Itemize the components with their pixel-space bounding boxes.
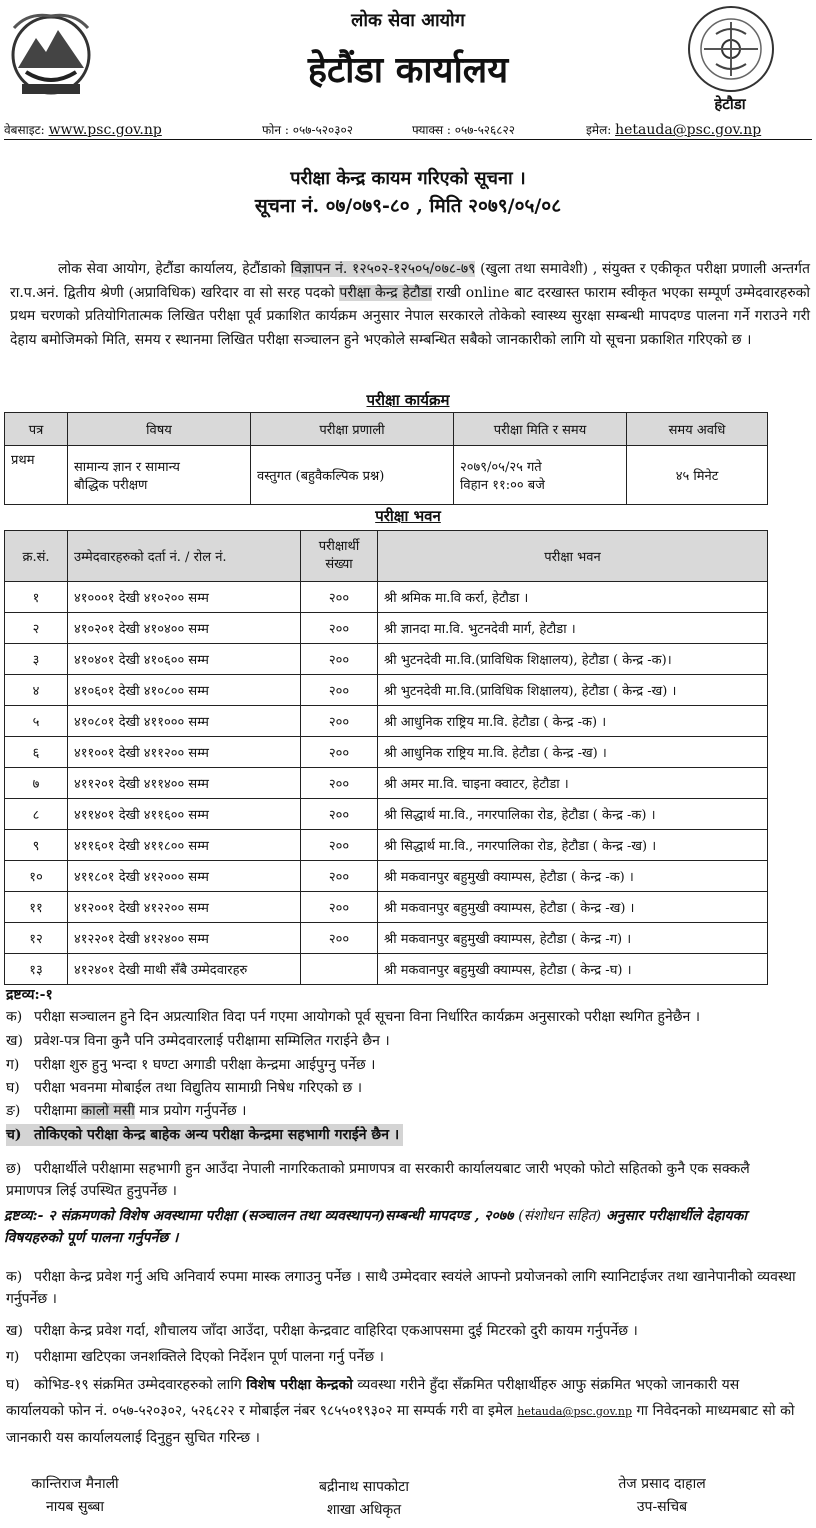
venue-cell: श्री श्रमिक मा.वि कर्रा, हेटौडा । — [378, 582, 768, 613]
note-label: ख) — [6, 1323, 23, 1339]
date-cell — [454, 446, 627, 505]
website-label: वेबसाइट: — [4, 123, 45, 137]
note-item — [6, 1346, 796, 1368]
time-line: विहान ११:०० बजे — [460, 478, 545, 493]
column-header: समय अवधि — [627, 413, 768, 446]
serial-cell: १३ — [5, 954, 68, 985]
column-header — [301, 531, 378, 582]
count-cell: २०० — [301, 706, 378, 737]
phone-number: ०५७-५२०३०२ — [292, 123, 353, 137]
table-row — [5, 675, 768, 706]
serial-cell: २ — [5, 613, 68, 644]
serial-cell: ७ — [5, 768, 68, 799]
serial-cell: १० — [5, 861, 68, 892]
count-cell: २०० — [301, 675, 378, 706]
note-item — [6, 1077, 796, 1099]
note-item — [6, 1266, 796, 1310]
signatory-name: तेज प्रसाद दाहाल — [618, 1476, 706, 1492]
note-text: परीक्षा शुरु हुनु भन्दा १ घण्टा अगाडी परीक्षा केन्द्रमा आईपुग्नु पर्नेछ । — [34, 1057, 376, 1073]
venues-title: परीक्षा भवन — [375, 507, 441, 525]
roll-range-cell: ४११२०१ देखी ४११४०० सम्म — [68, 768, 301, 799]
notice-reference: सूचना नं. ०७/०७९-८० , मिति २०७९/०५/०८ — [254, 195, 562, 217]
serial-cell: ९ — [5, 830, 68, 861]
column-header: परीक्षा मिति र समय — [454, 413, 627, 446]
count-cell: २०० — [301, 861, 378, 892]
venue-cell: श्री सिद्धार्थ मा.वि., नगरपालिका रोड, हेटौडा ( केन्द्र -ख) । — [378, 830, 768, 861]
note-text: व्यवस्था गरीने हुँदा सँक्रमित परीक्षार्थीहरु आफु संक्रमित भएको जानकारी यस कार्यालयको फोन नं. ०५७-५२०३०२, ५२६८२२ र मोबाईल नंबर ९८५५०१९३०२ मा सम्पर्क गरी वा इमेल — [6, 1377, 740, 1419]
intro-text: राखी online बाट दरखास्त फाराम स्वीकृत भएका सम्पूर्ण उम्मेदवारहरुको प्रथम चरणको प्रतियोगितात्मक लिखित परीक्षा पूर्व प्रकाशित कार्यक्रम अनुसार नेपाल सरकारले तोकेको स्वास्थ्य सुरक्षा सम्बन्धी मापदण्ड पालना गर्ने गराउने गरी देहाय बमोजिमको मिति, समय र स्थानमा लिखित परीक्षा सञ्चालन हुने भएकोले सम्बन्धित सबैको जानकारीको लागि यो सूचना प्रकाशित गरिएको छ । — [10, 284, 810, 348]
table-row — [5, 446, 768, 505]
table-row — [5, 768, 768, 799]
serial-cell: ११ — [5, 892, 68, 923]
note-item — [6, 1320, 796, 1342]
intro-text: (खुला तथा समावेशी) , संयुक्त र एकीकृत परीक्षा प्रणाली अन्तर्गत रा.प.अनं. द्वितीय श्रेणी (अप्राविधिक) खरिदार वा सो सरह पदको — [10, 261, 811, 301]
venue-cell: श्री मकवानपुर बहुमुखी क्याम्पस, हेटौडा ( केन्द्र -क) । — [378, 861, 768, 892]
office-name: हेटौंडा कार्यालय — [307, 49, 509, 91]
paper-cell: प्रथम — [5, 446, 68, 505]
signatory-name: कान्तिराज मैनाली — [31, 1476, 119, 1492]
signature-block — [264, 1477, 464, 1519]
count-cell: २०० — [301, 737, 378, 768]
note-label: ङ) — [6, 1103, 21, 1119]
count-cell: २०० — [301, 892, 378, 923]
note-label: घ) — [6, 1080, 20, 1096]
phone-label: फोन : — [262, 123, 289, 137]
roll-range-cell: ४१२२०१ देखी ४१२४०० सम्म — [68, 923, 301, 954]
note-label: छ) — [6, 1161, 22, 1177]
table-header-row — [5, 531, 768, 582]
system-cell: वस्तुगत (बहुवैकल्पिक प्रश्न) — [251, 446, 454, 505]
note-text: गा निवेदनको माध्यमबाट सो को जानकारी यस कार्यालयलाई दिनुहुन सुचित गरिन्छ । — [6, 1403, 795, 1446]
schedule-title: परीक्षा कार्यक्रम — [366, 391, 450, 409]
note-item — [6, 1124, 436, 1146]
email-link[interactable]: hetauda@psc.gov.np — [615, 122, 762, 138]
table-row — [5, 613, 768, 644]
note-text: परीक्षा सञ्चालन हुने दिन अप्रत्याशित विदा पर्न गएमा आयोगको पूर्व सूचना विना निर्धारित कार्यक्रम अनुसारको परीक्षा स्थगित हुनेछैन । — [34, 1009, 701, 1025]
header-divider — [4, 139, 812, 140]
fax-info — [412, 121, 515, 138]
venue-cell: श्री सिद्धार्थ मा.वि., नगरपालिका रोड, हेटौडा ( केन्द्र -क) । — [378, 799, 768, 830]
note-item — [6, 1100, 796, 1122]
phone-info — [262, 121, 353, 138]
psc-logo-icon — [686, 4, 776, 94]
column-header: परीक्षा प्रणाली — [251, 413, 454, 446]
count-cell: २०० — [301, 582, 378, 613]
table-row — [5, 892, 768, 923]
signatory-title: शाखा अधिकृत — [326, 1502, 402, 1518]
signature-block — [0, 1474, 175, 1516]
serial-cell: १२ — [5, 923, 68, 954]
venue-cell: श्री ज्ञानदा मा.वि. भुटनदेवी मार्ग, हेटौडा । — [378, 613, 768, 644]
notes-2-emphasis: विशेष अवस्थामा — [118, 1208, 201, 1224]
date-line: २०७९/०५/२५ गते — [460, 460, 542, 475]
column-header: विषय — [68, 413, 251, 446]
column-header: क्र.सं. — [5, 531, 68, 582]
email-link[interactable]: hetauda@psc.gov.np — [517, 1405, 633, 1418]
exam-center-highlight: परीक्षा केन्द्र हेटौडा — [339, 284, 432, 301]
roll-range-cell: ४१२००१ देखी ४१२२०० सम्म — [68, 892, 301, 923]
serial-cell: ६ — [5, 737, 68, 768]
serial-cell: १ — [5, 582, 68, 613]
intro-text: लोक सेवा आयोग, हेटौंडा कार्यालय, हेटौंडाको — [58, 261, 291, 277]
note-text: परीक्षामा खटिएका जनशक्तिले दिएको निर्देशन पूर्ण पालना गर्नु पर्नेछ । — [34, 1349, 384, 1365]
table-row — [5, 830, 768, 861]
venue-cell: श्री मकवानपुर बहुमुखी क्याम्पस, हेटौडा ( केन्द्र -ख) । — [378, 892, 768, 923]
count-cell: २०० — [301, 768, 378, 799]
column-header: पत्र — [5, 413, 68, 446]
website-info — [4, 121, 162, 138]
serial-cell: ८ — [5, 799, 68, 830]
serial-cell: ४ — [5, 675, 68, 706]
notes-2-title — [4, 1205, 804, 1249]
table-row — [5, 799, 768, 830]
header-line: संख्या — [325, 557, 353, 572]
venue-cell: श्री भुटनदेवी मा.वि.(प्राविधिक शिक्षालय), हेटौडा ( केन्द्र -ख) । — [378, 675, 768, 706]
note-item — [6, 1158, 796, 1202]
column-header: उम्मेदवारहरुको दर्ता नं. / रोल नं. — [68, 531, 301, 582]
note-label: क) — [6, 1009, 23, 1025]
logo-city-label: हेटौडा — [714, 95, 746, 113]
venue-cell: श्री भुटनदेवी मा.वि.(प्राविधिक शिक्षालय), हेटौडा ( केन्द्र -क)। — [378, 644, 768, 675]
count-cell — [301, 954, 378, 985]
roll-range-cell: ४११८०१ देखी ४१२००० सम्म — [68, 861, 301, 892]
venue-cell: श्री आधुनिक राष्ट्रिय मा.वि. हेटौडा ( केन्द्र -क) । — [378, 706, 768, 737]
roll-range-cell: ४१०००१ देखी ४१०२०० सम्म — [68, 582, 301, 613]
roll-range-cell: ४११४०१ देखी ४११६०० सम्म — [68, 799, 301, 830]
note-text: परीक्षा केन्द्र प्रवेश गर्दा, शौचालय जाँदा आउँदा, परीक्षा केन्द्रवाट वाहिरिदा एकआपसमा दुई मिटरको दुरी कायम गर्नुपर्नेछ । — [34, 1323, 638, 1339]
roll-range-cell: ४१०४०१ देखी ४१०६०० सम्म — [68, 644, 301, 675]
fax-label: फ्याक्स : — [412, 123, 451, 137]
website-link[interactable]: www.psc.gov.np — [48, 122, 162, 138]
note-highlight: कालो मसी — [81, 1103, 135, 1119]
header-line: परीक्षार्थी — [318, 539, 360, 554]
note-item — [6, 1054, 796, 1076]
notes-1-title: द्रष्टव्य:-१ — [6, 987, 53, 1003]
count-cell: २०० — [301, 923, 378, 954]
subject-line: सामान्य ज्ञान र सामान्य — [74, 460, 180, 475]
table-row — [5, 737, 768, 768]
venue-cell: श्री अमर मा.वि. चाइना क्वाटर, हेटौडा । — [378, 768, 768, 799]
table-row — [5, 923, 768, 954]
email-info — [586, 121, 761, 138]
serial-cell: ३ — [5, 644, 68, 675]
note-label: क) — [6, 1269, 23, 1285]
note-text: प्रवेश-पत्र विना कुनै पनि उम्मेदवारलाई परीक्षामा सम्मिलित गराईने छैन । — [34, 1033, 390, 1049]
duration-cell: ४५ मिनेट — [627, 446, 768, 505]
note-item — [6, 1030, 796, 1052]
note-text: मात्र प्रयोग गर्नुपर्नेछ । — [134, 1103, 247, 1119]
note-text: परीक्षामा — [34, 1103, 82, 1119]
count-cell: २०० — [301, 799, 378, 830]
note-item — [6, 1006, 796, 1028]
venue-cell: श्री मकवानपुर बहुमुखी क्याम्पस, हेटौडा ( केन्द्र -ग) । — [378, 923, 768, 954]
schedule-table — [4, 412, 768, 505]
note-item — [6, 1372, 796, 1451]
organization-name: लोक सेवा आयोग — [351, 10, 465, 31]
table-row — [5, 582, 768, 613]
subject-cell — [68, 446, 251, 505]
subject-line: बौद्धिक परीक्षण — [74, 478, 148, 493]
note-label: ग) — [6, 1349, 20, 1365]
count-cell: २०० — [301, 830, 378, 861]
venue-cell: श्री आधुनिक राष्ट्रिय मा.वि. हेटौडा ( केन्द्र -ख) । — [378, 737, 768, 768]
intro-paragraph — [10, 258, 810, 352]
note-emphasis: विशेष परीक्षा केन्द्रको — [246, 1377, 353, 1393]
roll-range-cell: ४११००१ देखी ४११२०० सम्म — [68, 737, 301, 768]
table-row — [5, 706, 768, 737]
notice-title: परीक्षा केन्द्र कायम गरिएको सूचना । — [290, 168, 526, 189]
roll-range-cell: ४११६०१ देखी ४११८०० सम्म — [68, 830, 301, 861]
note-text: परीक्षार्थीले परीक्षामा सहभागी हुन आउँदा नेपाली नागरिकताको प्रमाणपत्र वा सरकारी कार्यालयबाट जारी भएको फोटो सहितको कुनै एक सक्कलै प्रमाणपत्र लिई उपस्थित हुनुपर्नेछ । — [6, 1161, 750, 1199]
notes-2-text: परीक्षा (सञ्चालन तथा व्यवस्थापन)सम्बन्धी मापदण्ड , २०७७ — [200, 1208, 519, 1224]
note-label: ग) — [6, 1057, 20, 1073]
note-label: ख) — [6, 1033, 23, 1049]
note-label: घ) — [6, 1377, 20, 1393]
venues-table — [4, 530, 768, 985]
table-header-row — [5, 413, 768, 446]
count-cell: २०० — [301, 644, 378, 675]
note-text: परीक्षा भवनमा मोबाईल तथा विद्युतिय सामाग्री निषेध गरिएको छ । — [34, 1080, 363, 1096]
signature-block — [562, 1474, 762, 1516]
signatory-title: उप-सचिब — [636, 1499, 688, 1515]
roll-range-cell: ४१२४०१ देखी माथी सँबै उम्मेदवारहरु — [68, 954, 301, 985]
note-text: तोकिएको परीक्षा केन्द्र बाहेक अन्य परीक्षा केन्द्रमा सहभागी गराईने छैन । — [34, 1127, 400, 1143]
email-label: इमेल: — [586, 123, 612, 137]
venues-body — [5, 582, 768, 985]
notes-2-text: द्रष्टव्य:- २ संक्रमणको — [4, 1208, 119, 1224]
count-cell: २०० — [301, 613, 378, 644]
note-text: कोभिड-१९ संक्रमित उम्मेदवारहरुको लागि — [34, 1377, 247, 1393]
signatory-name: बद्रीनाथ सापकोटा — [319, 1479, 409, 1495]
signatory-title: नायब सुब्बा — [46, 1499, 104, 1515]
table-row — [5, 954, 768, 985]
serial-cell: ५ — [5, 706, 68, 737]
table-row — [5, 644, 768, 675]
roll-range-cell: ४१०२०१ देखी ४१०४०० सम्म — [68, 613, 301, 644]
note-label: च) — [6, 1127, 22, 1143]
fax-number: ०५७-५२६८२२ — [454, 123, 516, 137]
notes-2-text: अनुसार परीक्षार्थीले देहायका विषयहरुको पूर्ण पालना गर्नुपर्नेछ । — [4, 1208, 748, 1246]
notes-2-paren: (संशोधन सहित) — [518, 1208, 602, 1224]
table-row — [5, 861, 768, 892]
venue-cell: श्री मकवानपुर बहुमुखी क्याम्पस, हेटौडा ( केन्द्र -घ) । — [378, 954, 768, 985]
advertisement-number: विज्ञापन नं. १२५०२-१२५०५/०७८-७९ — [290, 261, 476, 277]
roll-range-cell: ४१०८०१ देखी ४११००० सम्म — [68, 706, 301, 737]
column-header: परीक्षा भवन — [378, 531, 768, 582]
note-text: परीक्षा केन्द्र प्रवेश गर्नु अघि अनिवार्य रुपमा मास्क लगाउनु पर्नेछ । साथै उम्मेदवार स्वयंले आफ्नो प्रयोजनको लागि स्यानिटाईजर तथा खानेपानीको व्यवस्था गर्नुपर्नेछ । — [6, 1269, 796, 1307]
roll-range-cell: ४१०६०१ देखी ४१०८०० सम्म — [68, 675, 301, 706]
